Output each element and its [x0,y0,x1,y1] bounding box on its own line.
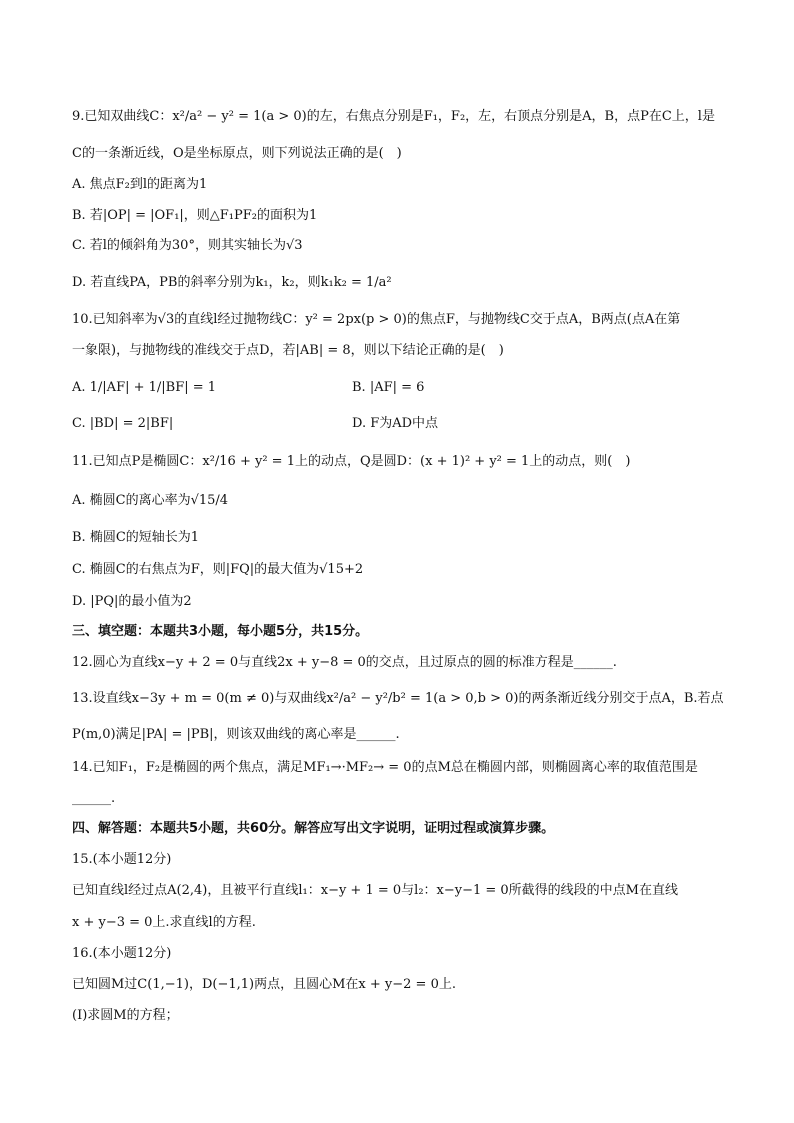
q9-option-d: D. 若直线PA，PB的斜率分别为k₁，k₂，则k₁k₂ = 1/a² [72,275,392,290]
q15-header: 15.(本小题12分) [72,852,172,867]
q10-option-b: B. |AF| = 6 [352,380,425,395]
q9-option-a: A. 焦点F₂到l的距离为1 [72,177,208,192]
q10-line2: 一象限)，与抛物线的准线交于点D，若|AB| = 8，则以下结论正确的是( ) [72,343,504,358]
q11-option-d: D. |PQ|的最小值为2 [72,594,192,609]
q13-line1: 13.设直线x−3y + m = 0(m ≠ 0)与双曲线x²/a² − y²/b² = 1(a > 0,b > 0)的两条渐近线分别交于点A，B.若点 [72,691,724,706]
section-4-heading: 四、解答题：本题共5小题，共60分。解答应写出文字说明，证明过程或演算步骤。 [72,821,555,836]
q16-header: 16.(本小题12分) [72,946,172,961]
q11-option-c: C. 椭圆C的右焦点为F，则|FQ|的最大值为√15+2 [72,562,364,577]
q11-option-a: A. 椭圆C的离心率为√15/4 [72,493,229,508]
q12-text: 12.圆心为直线x−y + 2 = 0与直线2x + y−8 = 0的交点，且过原点的圆的标准方程是______. [72,655,617,670]
q10-line1: 10.已知斜率为√3的直线l经过抛物线C：y² = 2px(p > 0)的焦点F，与抛物线C交于点A，B两点(点A在第 [72,312,681,327]
q11-option-b: B. 椭圆C的短轴长为1 [72,530,200,545]
q10-option-d: D. F为AD中点 [352,416,439,431]
q9-option-b: B. 若|OP| = |OF₁|，则△F₁PF₂的面积为1 [72,208,318,223]
q15-line2: x + y−3 = 0上.求直线l的方程. [72,915,256,930]
q14-line1: 14.已知F₁，F₂是椭圆的两个焦点，满足MF₁→·MF₂→ = 0的点M总在椭圆内部，则椭圆离心率的取值范围是 [72,760,698,775]
q11-line1: 11.已知点P是椭圆C：x²/16 + y² = 1上的动点，Q是圆D：(x + 1)² + y² = 1上的动点，则( ) [72,454,631,469]
q16-line1: 已知圆M过C(1,−1)，D(−1,1)两点，且圆心M在x + y−2 = 0上. [72,977,456,992]
section-3-heading: 三、填空题：本题共3小题，每小题5分，共15分。 [72,624,369,639]
q10-option-a: A. 1/|AF| + 1/|BF| = 1 [72,380,217,395]
q9-line2: C的一条渐近线，O是坐标原点，则下列说法正确的是( ) [72,146,402,161]
q10-option-c: C. |BD| = 2|BF| [72,416,174,431]
q15-line1: 已知直线l经过点A(2,4)，且被平行直线l₁：x−y + 1 = 0与l₂：x−y−1 = 0所截得的线段的中点M在直线 [72,883,678,898]
q9-option-c: C. 若l的倾斜角为30°，则其实轴长为√3 [72,238,303,253]
q16-line2: (Ⅰ)求圆M的方程； [72,1008,179,1023]
q9-line1: 9.已知双曲线C：x²/a² − y² = 1(a > 0)的左，右焦点分别是F₁，F₂，左，右顶点分别是A，B，点P在C上，l是 [72,109,715,124]
q14-line2: ______. [72,791,116,806]
q13-line2: P(m,0)满足|PA| = |PB|，则该双曲线的离心率是______. [72,727,400,742]
